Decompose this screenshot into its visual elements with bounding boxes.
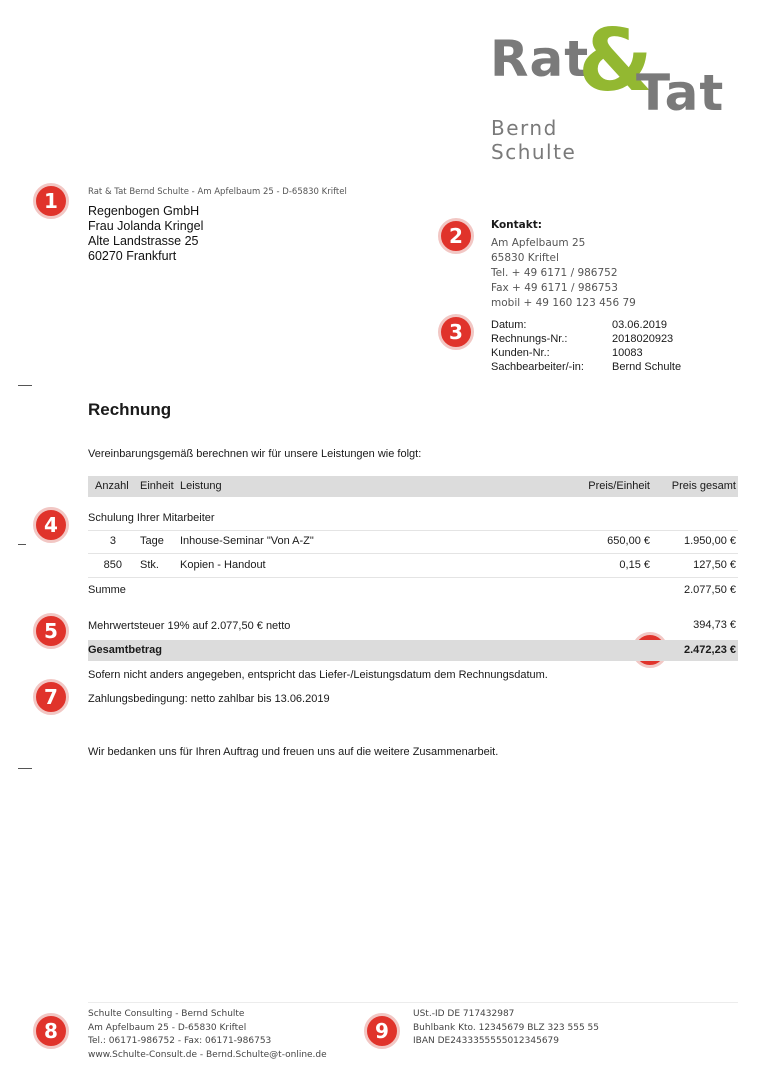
- footer-company-phone: Tel.: 06171-986752 - Fax: 06171-986753: [88, 1036, 272, 1047]
- sum-value: 2.077,50 €: [684, 584, 736, 596]
- recipient-company: Regenbogen GmbH: [88, 204, 200, 218]
- contact-mobile: mobil + 49 160 123 456 79: [491, 297, 636, 309]
- recipient-person: Frau Jolanda Kringel: [88, 219, 204, 233]
- row-total: 127,50 €: [693, 559, 736, 571]
- footer-bank-account: Buhlbank Kto. 12345679 BLZ 323 555 55: [413, 1022, 600, 1033]
- footer-iban: IBAN DE2433355555012345679: [413, 1036, 559, 1047]
- header-service: Leistung: [180, 480, 222, 492]
- sum-label: Summe: [88, 584, 126, 596]
- row-unit-price: 0,15 €: [619, 559, 650, 571]
- meta-row-invoice-number: [491, 332, 681, 346]
- footer-vat-id: USt.-ID DE 717432987: [413, 1009, 515, 1019]
- contact-details: [491, 236, 636, 311]
- row-service: Inhouse-Seminar "Von A-Z": [180, 535, 314, 547]
- vat-value: 394,73 €: [693, 619, 736, 631]
- table-header: [88, 476, 738, 497]
- meta-row-customer-number: [491, 346, 681, 360]
- meta-row-clerk: [491, 360, 681, 374]
- fold-mark-top: [18, 385, 32, 386]
- intro-text: Vereinbarungsgemäß berechnen wir für unsere Leistungen wie folgt:: [88, 448, 422, 460]
- recipient-address: [88, 204, 203, 264]
- recipient-street: Alte Landstrasse 25: [88, 234, 199, 248]
- footer-company-name: Schulte Consulting - Bernd Schulte: [88, 1009, 245, 1019]
- header-total: Preis gesamt: [671, 480, 736, 492]
- group-heading: Schulung Ihrer Mitarbeiter: [88, 512, 215, 524]
- meta-label: Kunden-Nr.:: [491, 347, 550, 359]
- header-unit: Einheit: [140, 480, 174, 492]
- punch-mark: [18, 544, 26, 545]
- contact-fax: Fax + 49 6171 / 986753: [491, 282, 618, 294]
- marker-4: 4: [33, 507, 69, 543]
- marker-7: 7: [33, 679, 69, 715]
- thanks-note: Wir bedanken uns für Ihren Auftrag und freuen uns auf die weitere Zusammenarbeit.: [88, 746, 499, 758]
- table-row: [88, 553, 738, 576]
- marker-8: 8: [33, 1013, 69, 1049]
- contact-phone: Tel. + 49 6171 / 986752: [491, 267, 618, 279]
- contact-street: Am Apfelbaum 25: [491, 237, 586, 249]
- delivery-note: Sofern nicht anders angegeben, entspricht das Liefer-/Leistungsdatum dem Rechnungsdatum.: [88, 669, 548, 681]
- recipient-city: 60270 Frankfurt: [88, 249, 177, 263]
- meta-value: 10083: [612, 347, 643, 359]
- header-qty: Anzahl: [95, 480, 129, 492]
- table-row: [88, 530, 738, 553]
- meta-label: Sachbearbeiter/-in:: [491, 361, 584, 373]
- contact-city: 65830 Kriftel: [491, 252, 559, 264]
- row-qty: 3: [109, 535, 116, 547]
- logo-subtitle: Bernd Schulte: [491, 116, 577, 164]
- meta-label: Rechnungs-Nr.:: [491, 333, 568, 345]
- logo-word-tat: Tat: [636, 64, 725, 122]
- meta-value: 2018020923: [612, 333, 674, 345]
- row-unit: Stk.: [140, 559, 159, 571]
- document-title: Rechnung: [88, 400, 172, 419]
- marker-3: 3: [438, 314, 474, 350]
- logo-word-rat: Rat: [490, 30, 590, 88]
- header-unit-price: Preis/Einheit: [588, 480, 650, 492]
- row-total: 1.950,00 €: [684, 535, 736, 547]
- marker-5: 5: [33, 613, 69, 649]
- footer-company: [88, 1008, 327, 1063]
- row-qty: 850: [103, 559, 122, 571]
- marker-1: 1: [33, 183, 69, 219]
- meta-row-date: [491, 318, 681, 332]
- footer-divider: [88, 1002, 738, 1003]
- grand-total-label: Gesamtbetrag: [88, 644, 162, 656]
- grand-total-value: 2.472,23 €: [684, 644, 736, 656]
- row-unit-price: 650,00 €: [607, 535, 650, 547]
- marker-2: 2: [438, 218, 474, 254]
- vat-label: Mehrwertsteuer 19% auf 2.077,50 € netto: [88, 620, 291, 632]
- row-divider: [88, 577, 738, 578]
- contact-title: Kontakt:: [491, 219, 542, 231]
- grand-total-row: [88, 640, 738, 661]
- footer-company-address: Am Apfelbaum 25 - D-65830 Kriftel: [88, 1022, 247, 1033]
- payment-terms: Zahlungsbedingung: netto zahlbar bis 13.06.2019: [88, 693, 330, 705]
- footer-bank: [413, 1008, 599, 1049]
- row-service: Kopien - Handout: [180, 559, 266, 571]
- logo-ampersand: &: [578, 11, 653, 111]
- footer-company-web: www.Schulte-Consult.de - Bernd.Schulte@t-online.de: [88, 1050, 327, 1061]
- row-unit: Tage: [140, 535, 164, 547]
- meta-value: 03.06.2019: [612, 319, 668, 331]
- marker-9: 9: [364, 1013, 400, 1049]
- sender-line: Rat & Tat Bernd Schulte - Am Apfelbaum 25 - D-65830 Kriftel: [88, 187, 347, 197]
- meta-label: Datum:: [491, 319, 527, 331]
- meta-value: Bernd Schulte: [612, 361, 682, 373]
- invoice-meta: [491, 318, 681, 374]
- fold-mark-bottom: [18, 768, 32, 769]
